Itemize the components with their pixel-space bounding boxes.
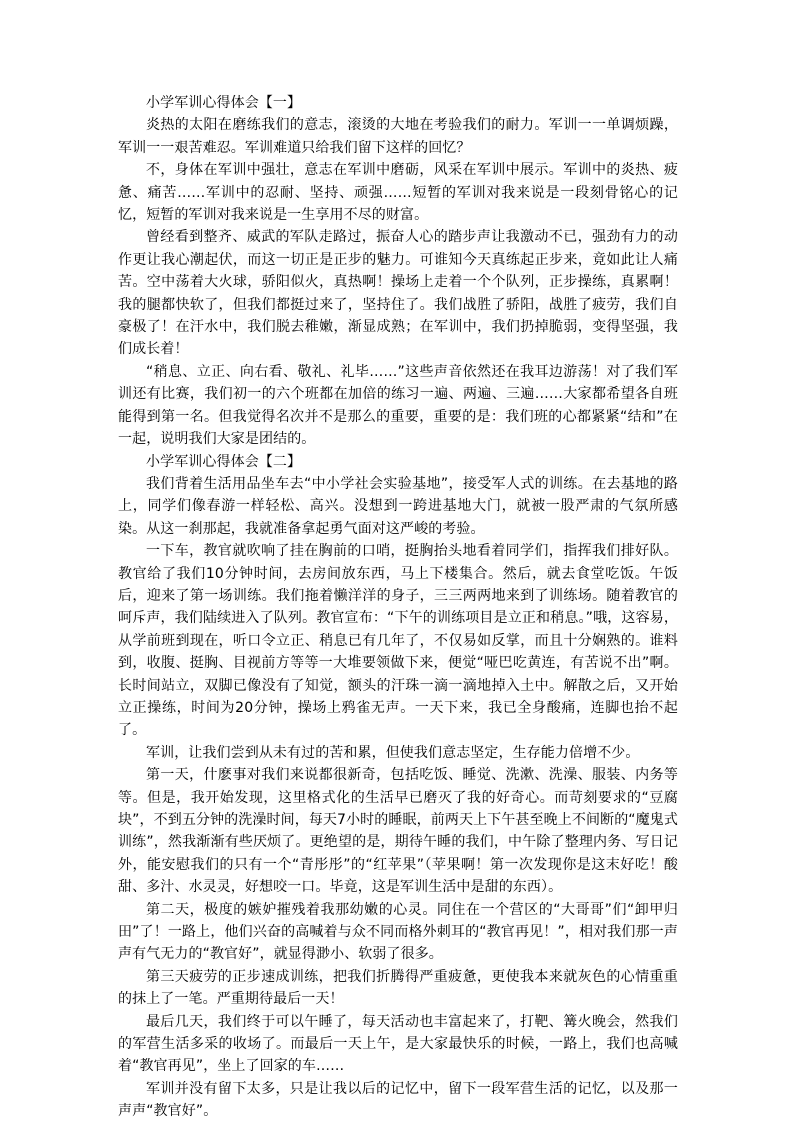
paragraph: 最后几天，我们终于可以午睡了，每天活动也丰富起来了，打靶、篝火晚会，然我们的军营生活多采的收场了。而最后一天上午，是大家最快乐的时候，一路上，我们也高喊着“教官再见”，坐上了回家的车…… bbox=[118, 1013, 678, 1075]
paragraph: 不，身体在军训中强壮，意志在军训中磨砺，风采在军训中展示。军训中的炎热、疲惫、痛苦……军训中的忍耐、坚持、顽强……短暂的军训对我来说是一段刻骨铭心的记忆，短暂的军训对我来说是一生享用不尽的财富。 bbox=[118, 162, 678, 224]
paragraph: 军训，让我们尝到从未有过的苦和累，但使我们意志坚定，生存能力倍增不少。 bbox=[146, 744, 640, 761]
paragraph: “稍息、立正、向右看、敬礼、礼毕……”这些声音依然还在我耳边游荡！对了我们军训还有比赛，我们初一的六个班都在加倍的练习一遍、两遍、三遍……大家都希望各自班能得到第一名。但我觉得名次并不是那么的重要，重要的是：我们班的心都紧紧“结和”在一起，说明我们大家是团结的。 bbox=[118, 363, 678, 448]
section-heading: 小学军训心得体会【二】 bbox=[146, 453, 302, 470]
essay-section-2 bbox=[118, 451, 678, 1123]
paragraph: 一下车，教官就吹响了挂在胸前的口哨，挺胸抬头地看着同学们，指挥我们排好队。教官给了我们10分钟时间，去房间放东西，马上下楼集合。然后，就去食堂吃饭。午饭后，迎来了第一场训练。我们拖着懒洋洋的身子，三三两两地来到了训练场。随着教官的呵斥声，我们陆续进入了队列。教官宣布：“下午的训练项目是立正和稍息。”哦，这容易，从学前班到现在，听口令立正、稍息已有几年了，不仅易如反掌，而且十分娴熟的。谁料到，收腹、挺胸、目视前方等等一大堆要领做下来，便觉“哑巴吃黄连，有苦说不出”啊。长时间站立，双脚已像没有了知觉，额头的汗珠一滴一滴地掉入土中。解散之后，又开始立正操练，时间为20分钟，操场上鸦雀无声。一天下来，我已全身酸痛，连脚也抬不起了。 bbox=[118, 543, 678, 739]
paragraph: 第三天疲劳的正步速成训练，把我们折腾得严重疲惫，更使我本来就灰色的心情重重的抹上了一笔。严重期待最后一天！ bbox=[118, 968, 678, 1008]
paragraph: 军训并没有留下太多，只是让我以后的记忆中，留下一段军营生活的记忆，以及那一声声“教官好”。 bbox=[118, 1080, 678, 1120]
paragraph: 第一天，什麽事对我们来说都很新奇，包括吃饭、睡觉、洗漱、洗澡、服装、内务等等。但是，我开始发现，这里格式化的生活早已磨灭了我的好奇心。而苛刻要求的“豆腐块”，不到五分钟的洗澡时间，每天7小时的睡眠，前两天上下午甚至晚上不间断的“魔鬼式训练”，然我渐渐有些厌烦了。更绝望的是，期待午睡的我们，中午除了整理内务、写日记外，能安慰我们的只有一个“青彤彤”的“红苹果”（苹果啊！第一次发现你是这末好吃！酸甜、多汁、水灵灵，好想咬一口。毕竟，这是军训生活中是甜的东西）。 bbox=[118, 767, 678, 896]
section-heading: 小学军训心得体会【一】 bbox=[146, 95, 302, 111]
paragraph: 炎热的太阳在磨练我们的意志，滚烫的大地在考验我们的耐力。军训一一单调烦躁，军训一一艰苦难忍。军训难道只给我们留下这样的回忆？ bbox=[118, 117, 678, 156]
document-page bbox=[118, 92, 678, 1123]
paragraph: 第二天，极度的嫉妒摧残着我那幼嫩的心灵。同住在一个营区的“大哥哥”们“卸甲归田”了！一路上，他们兴奋的高喊着与众不同而格外刺耳的“教官再见！”，相对我们那一声声有气无力的“教官好”，就显得渺小、软弱了很多。 bbox=[118, 901, 678, 963]
essay-section-1 bbox=[118, 92, 678, 451]
paragraph: 曾经看到整齐、威武的军队走路过，振奋人心的踏步声让我激动不已，强劲有力的动作更让我心潮起伏，而这一切正是正步的魅力。可谁知今天真练起正步来，竟如此让人痛苦。空中荡着大火球，骄阳似火，真热啊！操场上走着一个个队列，正步操练，真累啊！我的腿都快软了，但我们都挺过来了，坚持住了。我们战胜了骄阳，战胜了疲劳，我们自豪极了！在汗水中，我们脱去稚嫩，渐显成熟；在军训中，我们扔掉脆弱，变得坚强，我们成长着！ bbox=[118, 229, 678, 358]
paragraph: 我们背着生活用品坐车去“中小学社会实验基地”，接受军人式的训练。在去基地的路上，同学们像春游一样轻松、高兴。没想到一跨进基地大门，就被一股严肃的气氛所感染。从这一刹那起，我就准备拿起勇气面对这严峻的考验。 bbox=[118, 475, 678, 537]
